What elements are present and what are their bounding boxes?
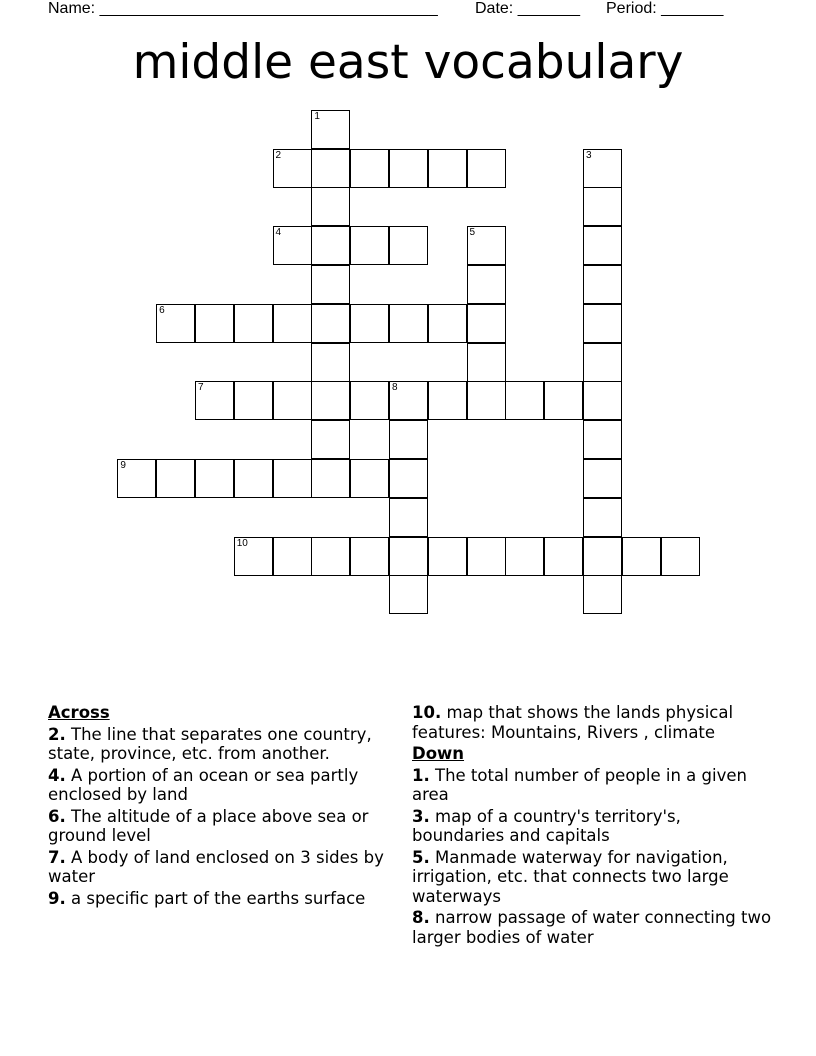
crossword-cell[interactable] <box>467 381 506 420</box>
clue-number: 9 <box>120 460 126 472</box>
clue-number: 2 <box>275 149 282 161</box>
crossword-cell[interactable] <box>389 498 428 537</box>
crossword-cell[interactable] <box>583 304 622 343</box>
crossword-cell[interactable] <box>544 537 583 576</box>
crossword-cell[interactable] <box>583 343 622 382</box>
crossword-cell[interactable] <box>350 381 389 420</box>
crossword-cell[interactable] <box>583 265 622 304</box>
clue-down-3: 3. map of a country's territory's, boundaries and capitals <box>412 806 681 845</box>
crossword-cell[interactable] <box>583 498 622 537</box>
crossword-cell[interactable] <box>428 304 467 343</box>
crossword-cell[interactable] <box>544 381 583 420</box>
crossword-cell[interactable] <box>234 459 273 498</box>
clue-across-2: 2. The line that separates one country, state, province, etc. from another. <box>48 724 372 763</box>
crossword-cell[interactable] <box>467 226 506 265</box>
down-heading: Down <box>412 744 465 763</box>
crossword-cell[interactable] <box>195 459 234 498</box>
crossword-cell[interactable] <box>583 149 622 188</box>
clue-number: 7 <box>197 382 204 394</box>
crossword-cell[interactable] <box>311 265 350 304</box>
crossword-cell[interactable] <box>505 381 544 420</box>
clues-column-left <box>48 703 393 910</box>
crossword-cell[interactable] <box>467 343 506 382</box>
crossword-cell[interactable] <box>467 265 506 304</box>
crossword-cell[interactable] <box>195 304 234 343</box>
crossword-cell[interactable] <box>583 226 622 265</box>
clue-number: 4 <box>275 227 282 239</box>
crossword-cell[interactable] <box>467 149 506 188</box>
crossword-cell[interactable] <box>156 459 195 498</box>
clue-across-4: 4. A portion of an ocean or sea partly enclosed by land <box>48 765 359 804</box>
crossword-cell[interactable] <box>583 575 622 614</box>
crossword-cell[interactable] <box>389 575 428 614</box>
clue-number: 5 <box>469 227 476 239</box>
crossword-cell[interactable] <box>467 304 506 343</box>
crossword-cell[interactable] <box>389 537 428 576</box>
page-title: middle east vocabulary <box>132 35 684 90</box>
clue-down-5: 5. Manmade waterway for navigation, irrigation, etc. that connects two large waterways <box>412 847 729 906</box>
crossword-cell[interactable] <box>311 226 350 265</box>
clue-across-9: 9. a specific part of the earths surface <box>48 888 366 908</box>
crossword-cell[interactable] <box>428 381 467 420</box>
crossword-cell[interactable] <box>350 304 389 343</box>
crossword-cell[interactable] <box>428 537 467 576</box>
crossword-cell[interactable] <box>273 381 312 420</box>
crossword-cell[interactable] <box>311 459 350 498</box>
crossword-cell[interactable] <box>583 537 622 576</box>
crossword-cell[interactable] <box>350 537 389 576</box>
crossword-cell[interactable] <box>273 149 312 188</box>
crossword-cell[interactable] <box>195 381 234 420</box>
crossword-cell[interactable] <box>389 226 428 265</box>
crossword-cell[interactable] <box>661 537 700 576</box>
crossword-cell[interactable] <box>389 149 428 188</box>
crossword-cell[interactable] <box>311 149 350 188</box>
crossword-cell[interactable] <box>311 420 350 459</box>
crossword-cell[interactable] <box>311 110 350 149</box>
clue-number: 10 <box>236 537 248 549</box>
clue-across-6: 6. The altitude of a place above sea or ground level <box>48 806 369 845</box>
crossword-cell[interactable] <box>583 187 622 226</box>
across-heading: Across <box>48 703 110 722</box>
crossword-cell[interactable] <box>117 459 156 498</box>
crossword-cell[interactable] <box>583 381 622 420</box>
crossword-cell[interactable] <box>350 459 389 498</box>
clue-number: 6 <box>159 304 165 316</box>
crossword-cell[interactable] <box>622 537 661 576</box>
clue-down-8: 8. narrow passage of water connecting two larger bodies of water <box>412 908 772 947</box>
crossword-cell[interactable] <box>311 537 350 576</box>
clue-down-1: 1. The total number of people in a given area <box>412 765 747 804</box>
clue-number: 8 <box>391 382 398 394</box>
name-field[interactable]: Name: ______________________________________ <box>48 0 438 17</box>
crossword-cell[interactable] <box>389 304 428 343</box>
crossword-cell[interactable] <box>350 149 389 188</box>
crossword-cell[interactable] <box>234 537 273 576</box>
crossword-cell[interactable] <box>311 381 350 420</box>
crossword-cell[interactable] <box>156 304 195 343</box>
clue-across-10: 10. map that shows the lands physical features: Mountains, Rivers , climate <box>412 703 734 742</box>
crossword-cell[interactable] <box>583 420 622 459</box>
crossword-cell[interactable] <box>273 537 312 576</box>
clue-number: 1 <box>314 110 320 122</box>
crossword-cell[interactable] <box>350 226 389 265</box>
clue-across-7: 7. A body of land enclosed on 3 sides by water <box>48 847 384 886</box>
crossword-cell[interactable] <box>505 537 544 576</box>
crossword-cell[interactable] <box>234 381 273 420</box>
crossword-cell[interactable] <box>311 343 350 382</box>
crossword-cell[interactable] <box>389 420 428 459</box>
crossword-cell[interactable] <box>467 537 506 576</box>
clues-column-right <box>412 703 772 949</box>
crossword-cell[interactable] <box>428 149 467 188</box>
date-field[interactable]: Date: _______ <box>475 0 580 17</box>
crossword-cell[interactable] <box>389 381 428 420</box>
crossword-cell[interactable] <box>234 304 273 343</box>
crossword-cell[interactable] <box>273 226 312 265</box>
crossword-cell[interactable] <box>273 459 312 498</box>
period-field[interactable]: Period: _______ <box>606 0 724 17</box>
crossword-cell[interactable] <box>389 459 428 498</box>
crossword-cell[interactable] <box>311 304 350 343</box>
clue-number: 3 <box>585 149 592 161</box>
crossword-cell[interactable] <box>311 187 350 226</box>
crossword-cell[interactable] <box>583 459 622 498</box>
crossword-cell[interactable] <box>273 304 312 343</box>
